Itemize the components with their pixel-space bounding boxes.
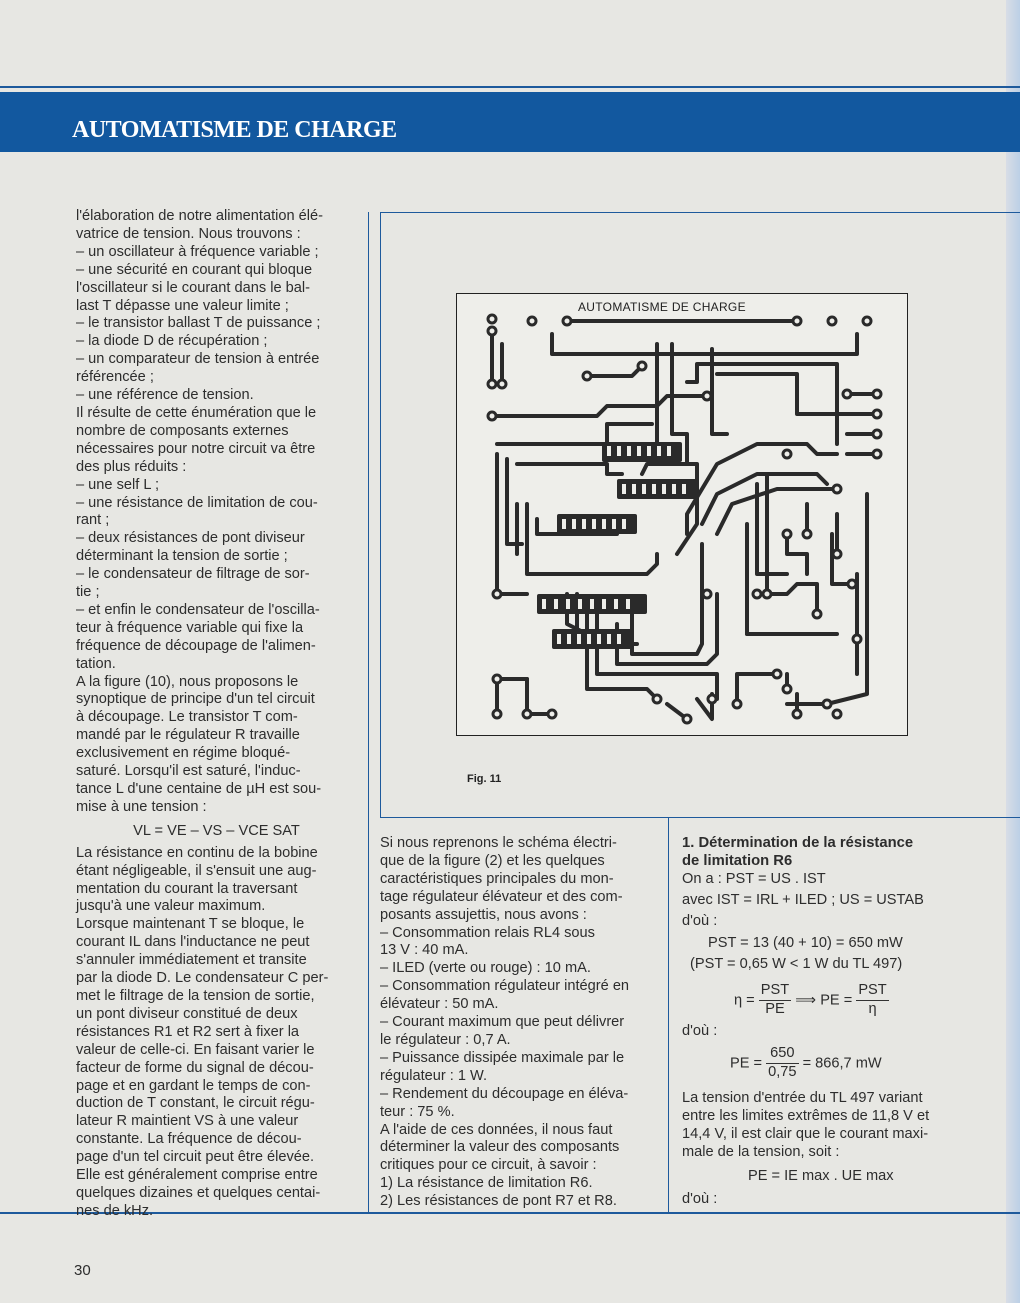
text-line: exclusivement en régime bloqué- — [76, 745, 291, 762]
text-line: posants assujettis, nous avons : — [380, 906, 587, 923]
column-1-text — [76, 208, 357, 817]
text-line: mise à une tension : — [76, 798, 207, 815]
text-line: – le transistor ballast T de puissance ; — [76, 315, 321, 332]
text-line: des plus réduits : — [76, 458, 187, 475]
text-line: constante. La fréquence de décou- — [76, 1131, 302, 1148]
text-line: – Consommation régulateur intégré en — [380, 978, 630, 995]
text-line: étant négligeable, il s'ensuit une aug- — [76, 862, 317, 879]
text-line: l'élaboration de notre alimentation élé- — [76, 208, 323, 224]
text-line: s'annuler immédiatement et transite — [76, 952, 307, 969]
text-line: – Courant maximum que peut délivrer — [380, 1014, 625, 1031]
text-line: régulateur : 1 W. — [380, 1067, 488, 1084]
doou-1: d'où : — [682, 912, 718, 929]
text-line: teur : 75 %. — [380, 1103, 455, 1120]
text-line: Il résulte de cette énumération que le — [76, 404, 317, 421]
text-line: tation. — [76, 655, 116, 672]
text-line: – la diode D de récupération ; — [76, 333, 268, 350]
text-line: tance L d'une centaine de µH est sou- — [76, 781, 322, 797]
text-line: tage régulateur élévateur et des com- — [380, 888, 623, 905]
pcb-traces — [457, 294, 907, 735]
text-line: Elle est généralement comprise entre — [76, 1167, 318, 1184]
text-line: La tension d'entrée du TL 497 variant — [682, 1089, 923, 1106]
text-line: nécessaires pour notre circuit va être — [76, 440, 316, 457]
text-line: – le condensateur de filtrage de sor- — [76, 566, 310, 583]
pcb-layout — [456, 293, 908, 736]
text-line: – une sécurité en courant qui bloque — [76, 261, 313, 278]
text-line: synoptique de principe d'un tel circuit — [76, 691, 315, 708]
text-line: met le filtrage de la tension de sortie, — [76, 987, 315, 1004]
column-divider — [368, 212, 369, 1212]
figure-caption: Fig. 11 — [467, 773, 502, 785]
text-line: jusqu'à une valeur maximum. — [76, 898, 266, 915]
text-line: A la figure (10), nous proposons le — [76, 673, 299, 690]
text-line: – un comparateur de tension à entrée — [76, 351, 320, 368]
text-line: nes de kHz. — [76, 1202, 154, 1219]
text-line: lateur R maintient VS à une valeur — [76, 1113, 299, 1130]
eq-pst-value: PST = 13 (40 + 10) = 650 mW — [708, 934, 903, 951]
text-line: Si nous reprenons le schéma électri- — [380, 835, 617, 851]
eq-pst-note: (PST = 0,65 W < 1 W du TL 497) — [690, 956, 903, 973]
text-line: page d'un tel circuit peut être élevée. — [76, 1149, 315, 1166]
doou-3: d'où : — [682, 1191, 718, 1208]
text-line: page et en gardant le temps de con- — [76, 1077, 311, 1094]
text-line: mentation du courant la traversant — [76, 880, 298, 897]
text-line: Lorsque maintenant T se bloque, le — [76, 916, 305, 933]
eq-pe-max: PE = IE max . UE max — [748, 1167, 894, 1184]
eq-eta: η = $\frac{\text{PST}}{PE}$ ⟹ PE = $\frac{\text{PST}}{\eta}$ — [734, 982, 887, 1018]
text-line: élévateur : 50 mA. — [380, 996, 499, 1013]
text-line: déterminant la tension de sortie ; — [76, 548, 288, 565]
text-line: entre les limites extrêmes de 11,8 V et — [682, 1107, 930, 1124]
text-line: – une résistance de limitation de cou- — [76, 494, 318, 511]
text-line: duction de T constant, le circuit régu- — [76, 1095, 315, 1112]
text-line: par la diode D. Le condensateur C per- — [76, 970, 329, 987]
doou-2: d'où : — [682, 1023, 718, 1040]
eq-pst: On a : PST = US . IST — [682, 870, 826, 887]
text-line: – une référence de tension. — [76, 387, 254, 404]
column-3-paragraph — [682, 1090, 964, 1162]
text-line: courant IL dans l'inductance ne peut — [76, 934, 310, 951]
column-1-text-2 — [76, 845, 357, 1221]
text-line: 2) Les résistances de pont R7 et R8. — [380, 1193, 617, 1210]
text-line: – une self L ; — [76, 476, 160, 493]
text-line: critiques pour ce circuit, à savoir : — [380, 1157, 597, 1174]
text-line: La résistance en continu de la bobine — [76, 844, 318, 861]
eq-pe: PE = $\frac{650}{0,75}$ = 866,7 mW — [730, 1045, 882, 1080]
text-line: fréquence de découpage de l'alimen- — [76, 637, 316, 654]
text-line: un pont diviseur constitué de deux — [76, 1005, 298, 1022]
formula-vl: VL = VE – VS – VCE SAT — [133, 822, 300, 839]
text-line: – Rendement du découpage en éléva- — [380, 1085, 629, 1102]
section-heading: 1. Détermination de la résistance de limitation R6 — [682, 835, 914, 869]
top-rule — [0, 86, 1020, 88]
text-line: teur à fréquence variable qui fixe la — [76, 619, 304, 636]
text-line: nombre de composants externes — [76, 422, 289, 439]
text-line: – et enfin le condensateur de l'oscilla- — [76, 601, 320, 618]
text-line: valeur de celle-ci. En faisant varier le — [76, 1041, 315, 1058]
text-line: – Consommation relais RL4 sous — [380, 924, 595, 941]
text-line: – un oscillateur à fréquence variable ; — [76, 243, 319, 260]
text-line: – Puissance dissipée maximale par le — [380, 1049, 625, 1066]
text-line: vatrice de tension. Nous trouvons : — [76, 225, 301, 242]
text-line: male de la tension, soit : — [682, 1143, 840, 1160]
text-line: – deux résistances de pont diviseur — [76, 530, 305, 547]
text-line: A l'aide de ces données, il nous faut — [380, 1121, 613, 1138]
eq-ist: avec IST = IRL + ILED ; US = USTAB — [682, 891, 924, 908]
text-line: le régulateur : 0,7 A. — [380, 1031, 511, 1048]
text-line: tie ; — [76, 584, 100, 601]
text-line: mandé par le régulateur R travaille — [76, 727, 300, 744]
text-line: caractéristiques principales du mon- — [380, 870, 614, 887]
text-line: 14,4 V, il est clair que le courant maxi- — [682, 1125, 929, 1142]
text-line: quelques dizaines et quelques centai- — [76, 1184, 321, 1201]
text-line: référencée ; — [76, 369, 154, 386]
text-line: saturé. Lorsqu'il est saturé, l'induc- — [76, 763, 301, 780]
text-line: last T dépasse une valeur limite ; — [76, 297, 289, 314]
page-number: 30 — [74, 1262, 91, 1279]
column-1 — [76, 208, 357, 1221]
text-line: l'oscillateur si le courant dans le bal- — [76, 279, 310, 296]
text-line: 13 V : 40 mA. — [380, 942, 469, 959]
text-line: déterminer la valeur des composants — [380, 1139, 620, 1156]
text-line: – ILED (verte ou rouge) : 10 mA. — [380, 960, 591, 977]
pcb-label: AUTOMATISME DE CHARGE — [578, 300, 746, 314]
text-line: à découpage. Le transistor T com- — [76, 709, 298, 726]
text-line: que de la figure (2) et les quelques — [380, 852, 605, 869]
column-divider — [668, 818, 669, 1212]
text-line: rant ; — [76, 512, 110, 529]
text-line: facteur de forme du signal de décou- — [76, 1059, 314, 1076]
text-line: résistances R1 et R2 sert à fixer la — [76, 1023, 300, 1040]
column-2 — [380, 835, 660, 1211]
column-2-text — [380, 835, 660, 1211]
page-title: AUTOMATISME DE CHARGE — [72, 117, 397, 143]
column-3 — [682, 835, 964, 1209]
text-line: 1) La résistance de limitation R6. — [380, 1175, 593, 1192]
